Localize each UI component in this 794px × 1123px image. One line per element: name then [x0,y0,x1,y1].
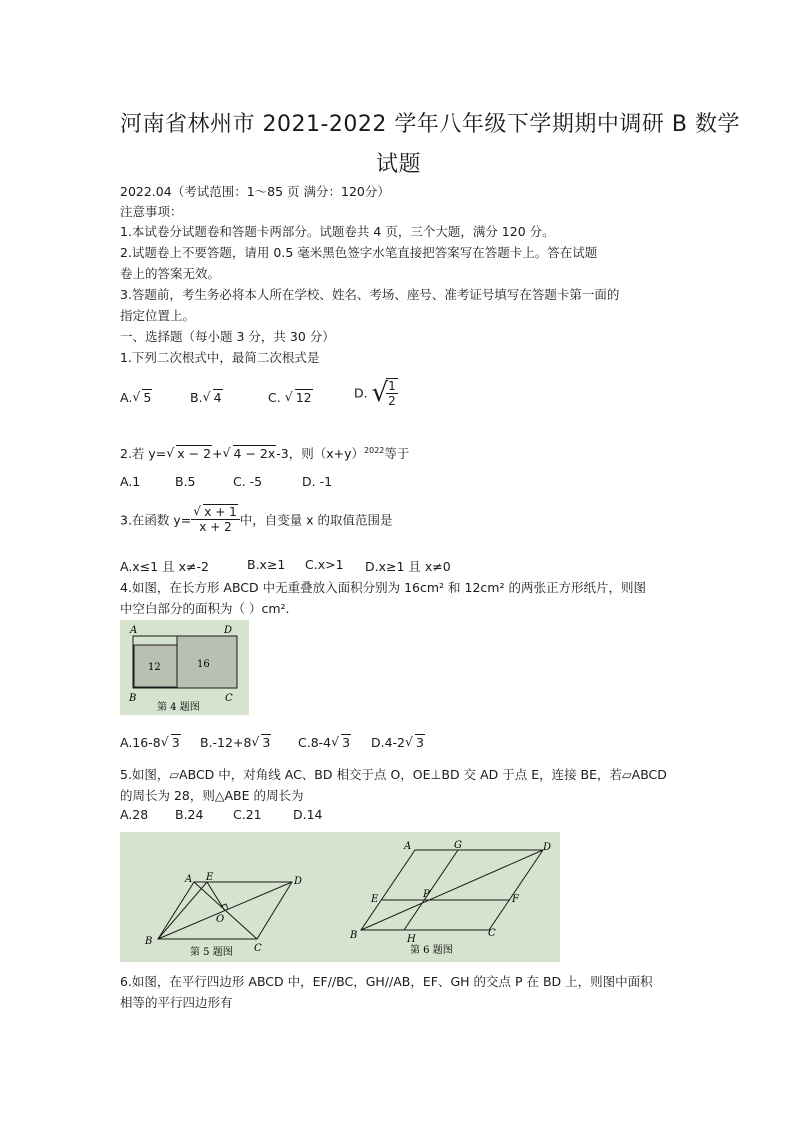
notice-2-cont: 卷上的答案无效。 [120,266,221,281]
q4-label-16: 16 [197,659,210,670]
q4-option-b: B.-12+8√ 3 [200,735,271,750]
q5-stem-cont: 的周长为 28，则△ABE 的周长为 [120,788,304,803]
q3-stem: 3.在函数 y= √ $\frac{x + 1}{x + 2}$ 中，自变量 x 的取值范围是 [120,505,393,534]
q4-caption: 第 4 题图 [157,702,200,713]
q1-stem: 1.下列二次根式中，最简二次根式是 [120,350,320,365]
notice-2: 2.试题卷上不要答题，请用 0.5 毫米黑色签字水笔直接把答案写在答题卡上。答在试题 [120,245,598,260]
q5-label-a: A [185,874,193,885]
q5-option-c: C.21 [233,807,262,822]
q6-label-d: D [543,842,552,853]
q5-option-b: B.24 [175,807,204,822]
q4-label-a: A [130,625,138,636]
page-title-cont: 试题 [376,152,422,177]
q6-caption: 第 6 题图 [410,945,453,956]
q2-option-a: A.1 [120,474,141,489]
q1-option-a: A.√ 5 [120,390,152,405]
q3-option-d: D.x≥1 且 x≠0 [365,559,451,574]
q6-stem: 6.如图，在平行四边形 ABCD 中，EF//BC，GH//AB，EF、GH 的交点 P 在 BD 上，则图中面积 [120,974,653,989]
q6-label-c: C [488,928,496,939]
q5-label-d: D [294,876,303,887]
q4-figure [120,620,249,715]
q6-label-e: E [371,894,379,905]
q2-stem: 2.若 y=√ x − 2+√ 4 − 2x-3，则$(x+y)^{2022}$等于 [120,444,409,462]
q4-option-c: C.8-4√ 3 [298,735,351,750]
q5-label-c: C [254,943,262,954]
exam-info: 2022.04（考试范围：1～85 页 满分：120分） [120,184,390,199]
q1-option-d: D. √ $\frac{1}{2}$ [354,378,396,408]
q5-stem: 5.如图，▱ABCD 中，对角线 AC、BD 相交于点 O，OE⊥BD 交 AD 于点 E，连接 BE，若▱ABCD [120,767,667,782]
q5-option-d: D.14 [293,807,323,822]
q6-label-b: B [350,930,358,941]
q4-label-12: 12 [148,662,161,673]
q2-option-d: D. -1 [302,474,333,489]
q6-label-a: A [404,841,412,852]
q6-label-p: P [423,889,430,900]
q5-caption: 第 5 题图 [190,947,233,958]
q6-label-h: H [407,934,416,945]
q3-option-b: B.x≥1 [247,557,286,572]
notice-3: 3.答题前，考生务必将本人所在学校、姓名、考场、座号、准考证号填写在答题卡第一面的 [120,287,620,302]
q4-stem: 4.如图，在长方形 ABCD 中无重叠放入面积分别为 16cm² 和 12cm² 的两张正方形纸片，则图 [120,580,646,595]
q3-option-a: A.x≤1 且 x≠-2 [120,559,209,574]
notice-heading: 注意事项： [120,204,183,219]
q6-stem-cont: 相等的平行四边形有 [120,995,233,1010]
q4-stem-cont: 中空白部分的面积为（ ）cm². [120,601,290,616]
q4-label-d: D [224,625,233,636]
q4-label-c: C [225,693,233,704]
q5-label-b: B [145,936,153,947]
section-heading: 一、选择题（每小题 3 分，共 30 分） [120,329,335,344]
q6-label-f: F [512,894,519,905]
q6-label-g: G [454,840,462,851]
q2-option-b: B.5 [175,474,196,489]
page-title: 河南省林州市 2021-2022 学年八年级下学期期中调研 B 数学 [120,112,740,137]
q5-option-a: A.28 [120,807,149,822]
q5-q6-figure-bg [120,832,560,962]
q1-option-c: C. √ 12 [268,390,313,405]
notice-1: 1.本试卷分试题卷和答题卡两部分。试题卷共 4 页，三个大题，满分 120 分。 [120,224,555,239]
notice-3-cont: 指定位置上。 [120,308,196,323]
q2-option-c: C. -5 [233,474,263,489]
q4-label-b: B [129,693,137,704]
q5-q6-figure [120,832,560,962]
q5-label-e: E [206,872,214,883]
q5-label-o: O [216,914,225,925]
q3-option-c: C.x>1 [305,557,344,572]
q1-option-b: B.√ 4 [190,390,223,405]
q4-option-a: A.16-8√ 3 [120,735,181,750]
q4-option-d: D.4-2√ 3 [371,735,425,750]
